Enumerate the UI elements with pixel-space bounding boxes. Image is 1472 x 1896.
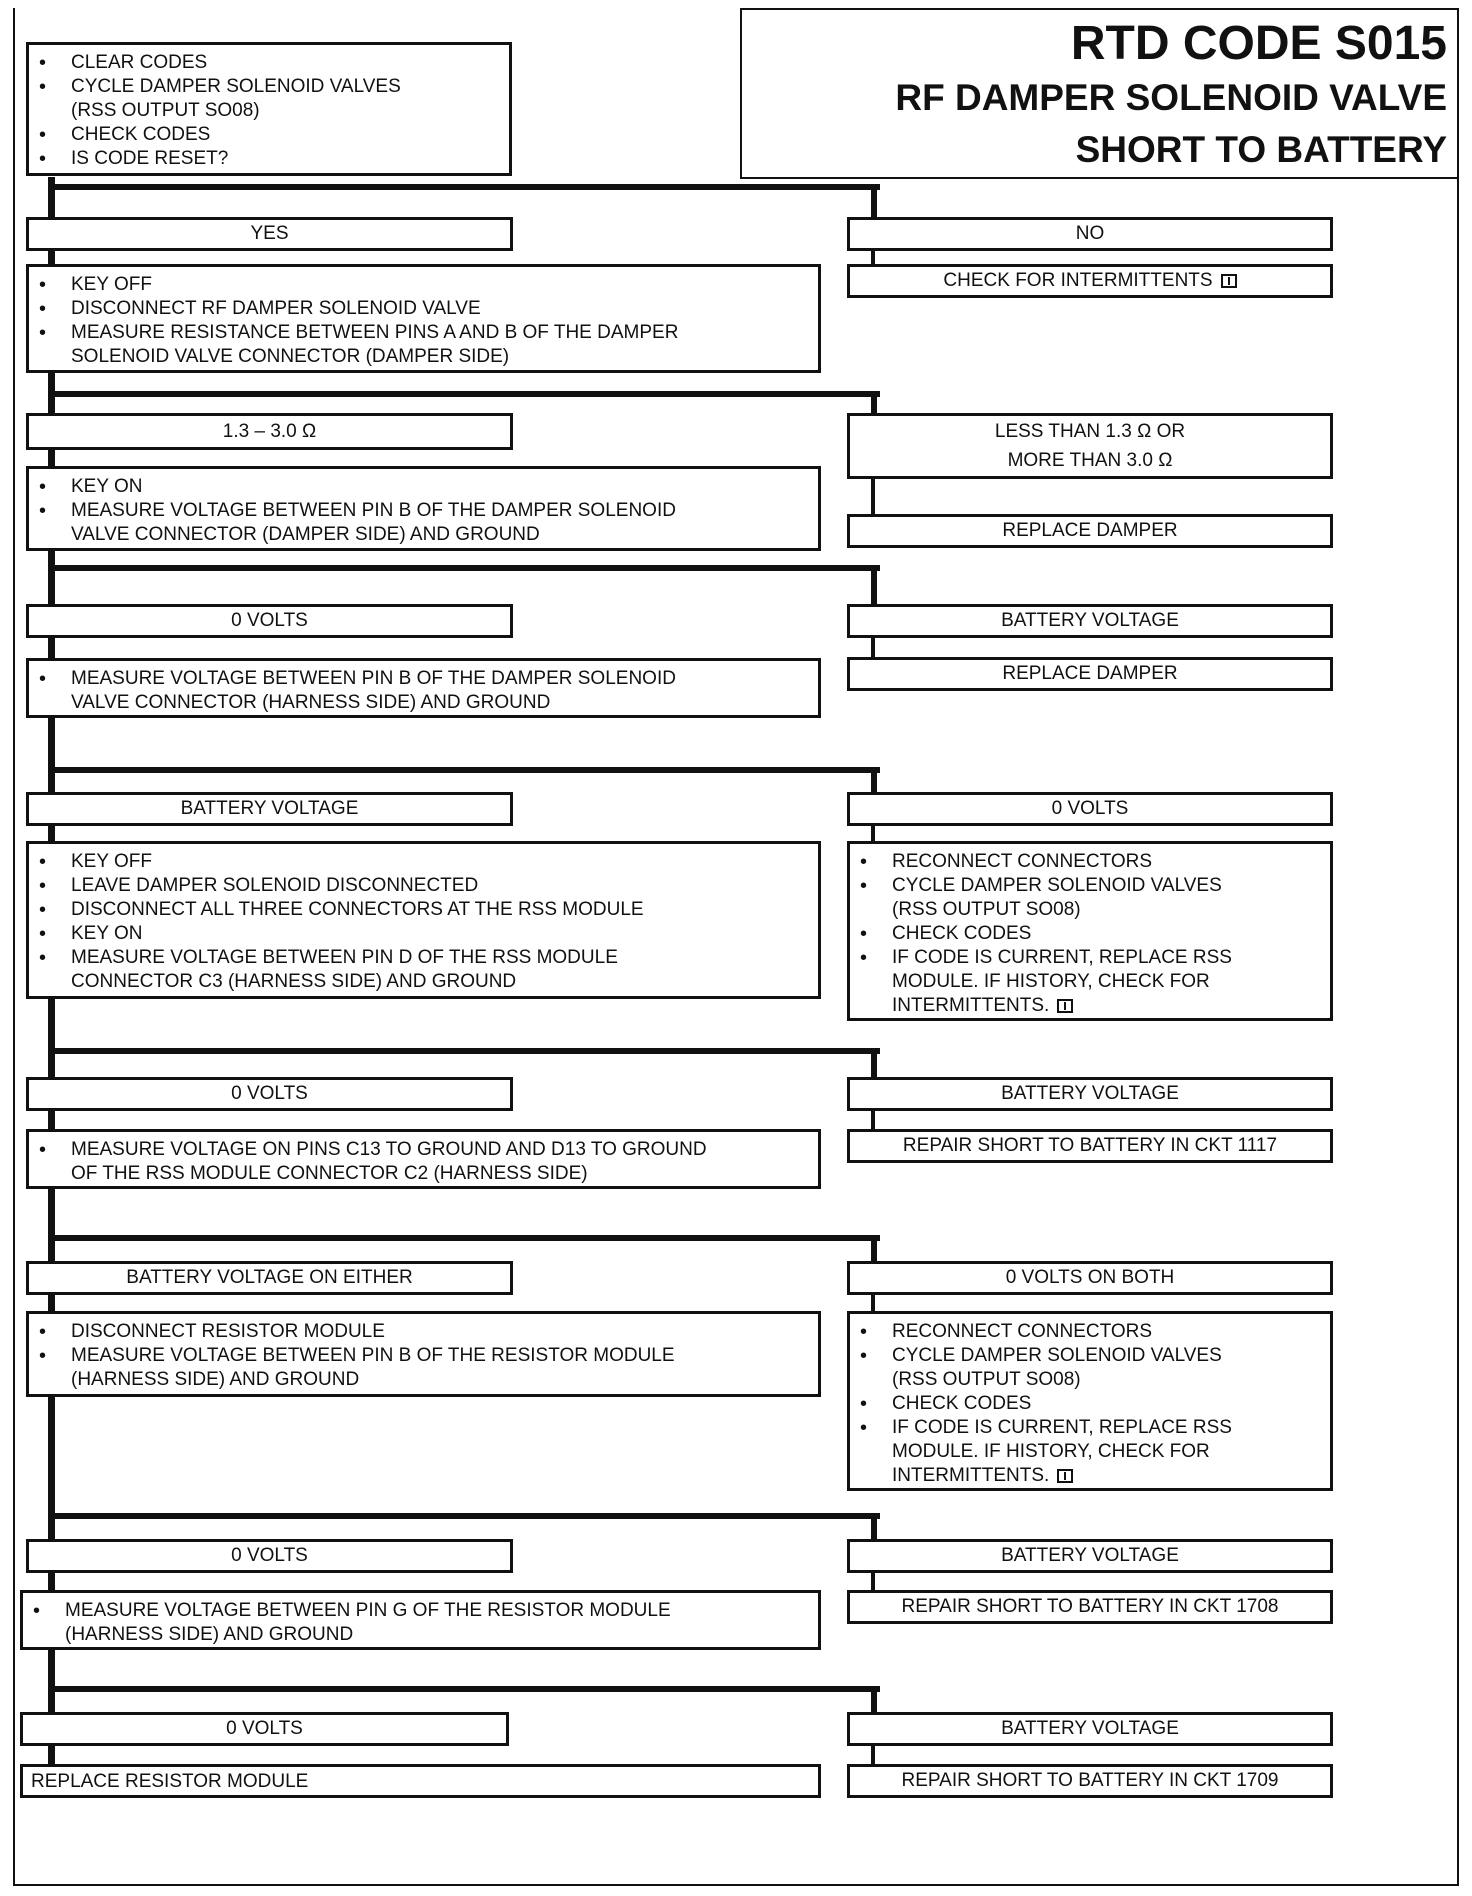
branch-4-drop [871, 767, 877, 793]
replace-damper-box-2 [847, 657, 1333, 691]
step-text: • MEASURE RESISTANCE BETWEEN PINS A AND B OF THE DAMPER [71, 321, 810, 345]
outcome-label: 0 VOLTS [231, 1083, 308, 1104]
battery-voltage-outcome-2 [26, 792, 513, 826]
battery-voltage-outcome-3 [847, 1077, 1333, 1111]
battery-voltage-outcome-1 [847, 604, 1333, 638]
outcome-label: BATTERY VOLTAGE [180, 798, 359, 819]
outcome-label: 0 VOLTS [231, 1545, 308, 1566]
replace-damper-box-1 [847, 514, 1333, 548]
zero-volts-outcome-2 [847, 792, 1333, 826]
branch-2-drop [871, 391, 877, 414]
branch-1 [48, 184, 880, 190]
step-text: • IF CODE IS CURRENT, REPLACE RSS [892, 946, 1322, 970]
outcome-label: 0 VOLTS [231, 610, 308, 631]
step-text: • CHECK CODES [71, 123, 501, 147]
title-block [740, 8, 1459, 179]
outcome-label: BATTERY VOLTAGE [1001, 1718, 1179, 1739]
book-reference-icon [1221, 274, 1237, 288]
step-text: REPAIR SHORT TO BATTERY IN CKT 1708 [901, 1596, 1279, 1617]
outcome-label: NO [1075, 223, 1105, 244]
step-text: CHECK FOR INTERMITTENTS [943, 270, 1213, 291]
resistor-module-check-box [26, 1311, 821, 1397]
branch-4 [48, 767, 880, 773]
start-step-box [26, 42, 512, 176]
outcome-label: 1.3 – 3.0 Ω [222, 420, 317, 442]
step-text: (HARNESS SIDE) AND GROUND [65, 1624, 354, 1645]
outcome-label: 0 VOLTS [1051, 798, 1129, 819]
c13-d13-check-box [26, 1129, 821, 1189]
book-reference-icon [1057, 999, 1073, 1013]
battery-voltage-outcome-5 [847, 1712, 1333, 1746]
resistance-check-box [26, 264, 821, 373]
step-text: MODULE. IF HISTORY, CHECK FOR [892, 1441, 1210, 1462]
yes-outcome [26, 217, 513, 251]
outcome-label: BATTERY VOLTAGE [1001, 1083, 1179, 1104]
branch-3-drop [871, 565, 877, 605]
step-text: • DISCONNECT RESISTOR MODULE [71, 1320, 810, 1344]
outcome-label: 0 VOLTS [226, 1718, 303, 1739]
bad-range-drop [871, 478, 875, 515]
step-text: • CYCLE DAMPER SOLENOID VALVES [71, 75, 501, 99]
outcome-label: BATTERY VOLTAGE [1001, 610, 1179, 631]
step-text: • MEASURE VOLTAGE BETWEEN PIN B OF THE DAMPER SOLENOID [71, 499, 810, 523]
step-text: • KEY OFF [71, 273, 810, 297]
branch-2 [48, 391, 880, 397]
step-text: • CHECK CODES [892, 922, 1322, 946]
step-text: • KEY OFF [71, 850, 810, 874]
zv2-drop [871, 823, 875, 843]
replace-resistor-box [20, 1764, 821, 1798]
branch-7 [48, 1513, 880, 1519]
step-text: VALVE CONNECTOR (DAMPER SIDE) AND GROUND [71, 524, 540, 545]
step-text: CONNECTOR C3 (HARNESS SIDE) AND GROUND [71, 971, 517, 992]
page-subtitle-line2: SHORT TO BATTERY [1075, 129, 1447, 170]
outcome-label: YES [250, 223, 289, 244]
book-reference-icon [1057, 1469, 1073, 1483]
reconnect-box-2 [847, 1311, 1333, 1491]
pin-g-check-box [20, 1590, 821, 1650]
bv3-drop [871, 1108, 875, 1130]
step-text: • MEASURE VOLTAGE BETWEEN PIN B OF THE RESISTOR MODULE [71, 1344, 810, 1368]
step-text: • LEAVE DAMPER SOLENOID DISCONNECTED [71, 874, 810, 898]
reconnect-box-1 [847, 841, 1333, 1021]
outcome-label: BATTERY VOLTAGE ON EITHER [126, 1267, 413, 1288]
zero-volts-outcome-1 [26, 604, 513, 638]
step-text: • CYCLE DAMPER SOLENOID VALVES [892, 874, 1322, 898]
step-text: • IF CODE IS CURRENT, REPLACE RSS [892, 1416, 1322, 1440]
step-text: REPAIR SHORT TO BATTERY IN CKT 1709 [901, 1770, 1279, 1791]
step-text: REPLACE RESISTOR MODULE [31, 1771, 309, 1792]
step-text: • DISCONNECT RF DAMPER SOLENOID VALVE [71, 297, 810, 321]
voltage-harness-side-box [26, 658, 821, 718]
zero-volts-outcome-4 [26, 1539, 513, 1573]
no-outcome [847, 217, 1333, 251]
outcome-label: 0 VOLTS ON BOTH [1005, 1267, 1175, 1288]
branch-5 [48, 1048, 880, 1054]
step-text: • RECONNECT CONNECTORS [892, 1320, 1322, 1344]
step-text: • MEASURE VOLTAGE BETWEEN PIN G OF THE RESISTOR MODULE [65, 1599, 810, 1623]
step-text: • MEASURE VOLTAGE ON PINS C13 TO GROUND AND D13 TO GROUND [71, 1138, 810, 1162]
step-text: • CYCLE DAMPER SOLENOID VALVES [892, 1344, 1322, 1368]
step-text: SOLENOID VALVE CONNECTOR (DAMPER SIDE) [71, 346, 510, 367]
step-text: • DISCONNECT ALL THREE CONNECTORS AT THE RSS MODULE [71, 898, 810, 922]
zero-volts-outcome-3 [26, 1077, 513, 1111]
no1-drop [871, 250, 875, 264]
outcome-label: BATTERY VOLTAGE [1001, 1545, 1179, 1566]
branch-6-drop [871, 1235, 877, 1262]
branch-8-drop [871, 1686, 877, 1713]
outcome-label: LESS THAN 1.3 Ω OR [994, 421, 1186, 442]
outcome-label: MORE THAN 3.0 Ω [1007, 450, 1173, 471]
step-text: • IS CODE RESET? [71, 147, 501, 171]
step-text: • CLEAR CODES [71, 51, 501, 75]
rss-connector-check-box [26, 841, 821, 999]
step-text: (HARNESS SIDE) AND GROUND [71, 1369, 360, 1390]
branch-3 [48, 565, 880, 571]
step-text: (RSS OUTPUT SO08) [892, 1369, 1081, 1390]
step-text: • MEASURE VOLTAGE BETWEEN PIN D OF THE RSS MODULE [71, 946, 810, 970]
branch-7-drop [871, 1513, 877, 1540]
step-text: VALVE CONNECTOR (HARNESS SIDE) AND GROUND [71, 692, 551, 713]
step-text: (RSS OUTPUT SO08) [892, 899, 1081, 920]
step-text: INTERMITTENTS. [892, 995, 1050, 1016]
branch-5-drop [871, 1048, 877, 1078]
step-text: • CHECK CODES [892, 1392, 1322, 1416]
step-text: REPAIR SHORT TO BATTERY IN CKT 1117 [902, 1135, 1278, 1156]
step-text: • RECONNECT CONNECTORS [892, 850, 1322, 874]
zero-volts-outcome-5 [20, 1712, 509, 1746]
step-text: REPLACE DAMPER [1002, 663, 1178, 684]
battery-on-either-outcome [26, 1261, 513, 1295]
step-text: (RSS OUTPUT SO08) [71, 100, 260, 121]
step-text: • KEY ON [71, 922, 810, 946]
step-text: INTERMITTENTS. [892, 1465, 1050, 1486]
battery-voltage-outcome-4 [847, 1539, 1333, 1573]
repair-1117-box [847, 1129, 1333, 1163]
branch-6 [48, 1235, 880, 1241]
step-text: MODULE. IF HISTORY, CHECK FOR [892, 971, 1210, 992]
range-bad-outcome [847, 413, 1333, 479]
step-text: • KEY ON [71, 475, 810, 499]
voltage-damper-side-box [26, 466, 821, 551]
step-text: • MEASURE VOLTAGE BETWEEN PIN B OF THE DAMPER SOLENOID [71, 667, 810, 691]
page-subtitle-line1: RF DAMPER SOLENOID VALVE [895, 77, 1447, 118]
repair-1709-box [847, 1764, 1333, 1798]
repair-1708-box [847, 1590, 1333, 1624]
zero-on-both-outcome [847, 1261, 1333, 1295]
check-intermittents-box [847, 264, 1333, 298]
step-text: OF THE RSS MODULE CONNECTOR C2 (HARNESS SIDE) [71, 1163, 588, 1184]
zob-drop [871, 1292, 875, 1312]
branch-8 [48, 1686, 880, 1692]
page-title: RTD CODE S015 [1070, 17, 1447, 70]
range-ok-outcome [26, 413, 513, 450]
branch-1-drop [871, 184, 877, 218]
step-text: REPLACE DAMPER [1002, 520, 1178, 541]
